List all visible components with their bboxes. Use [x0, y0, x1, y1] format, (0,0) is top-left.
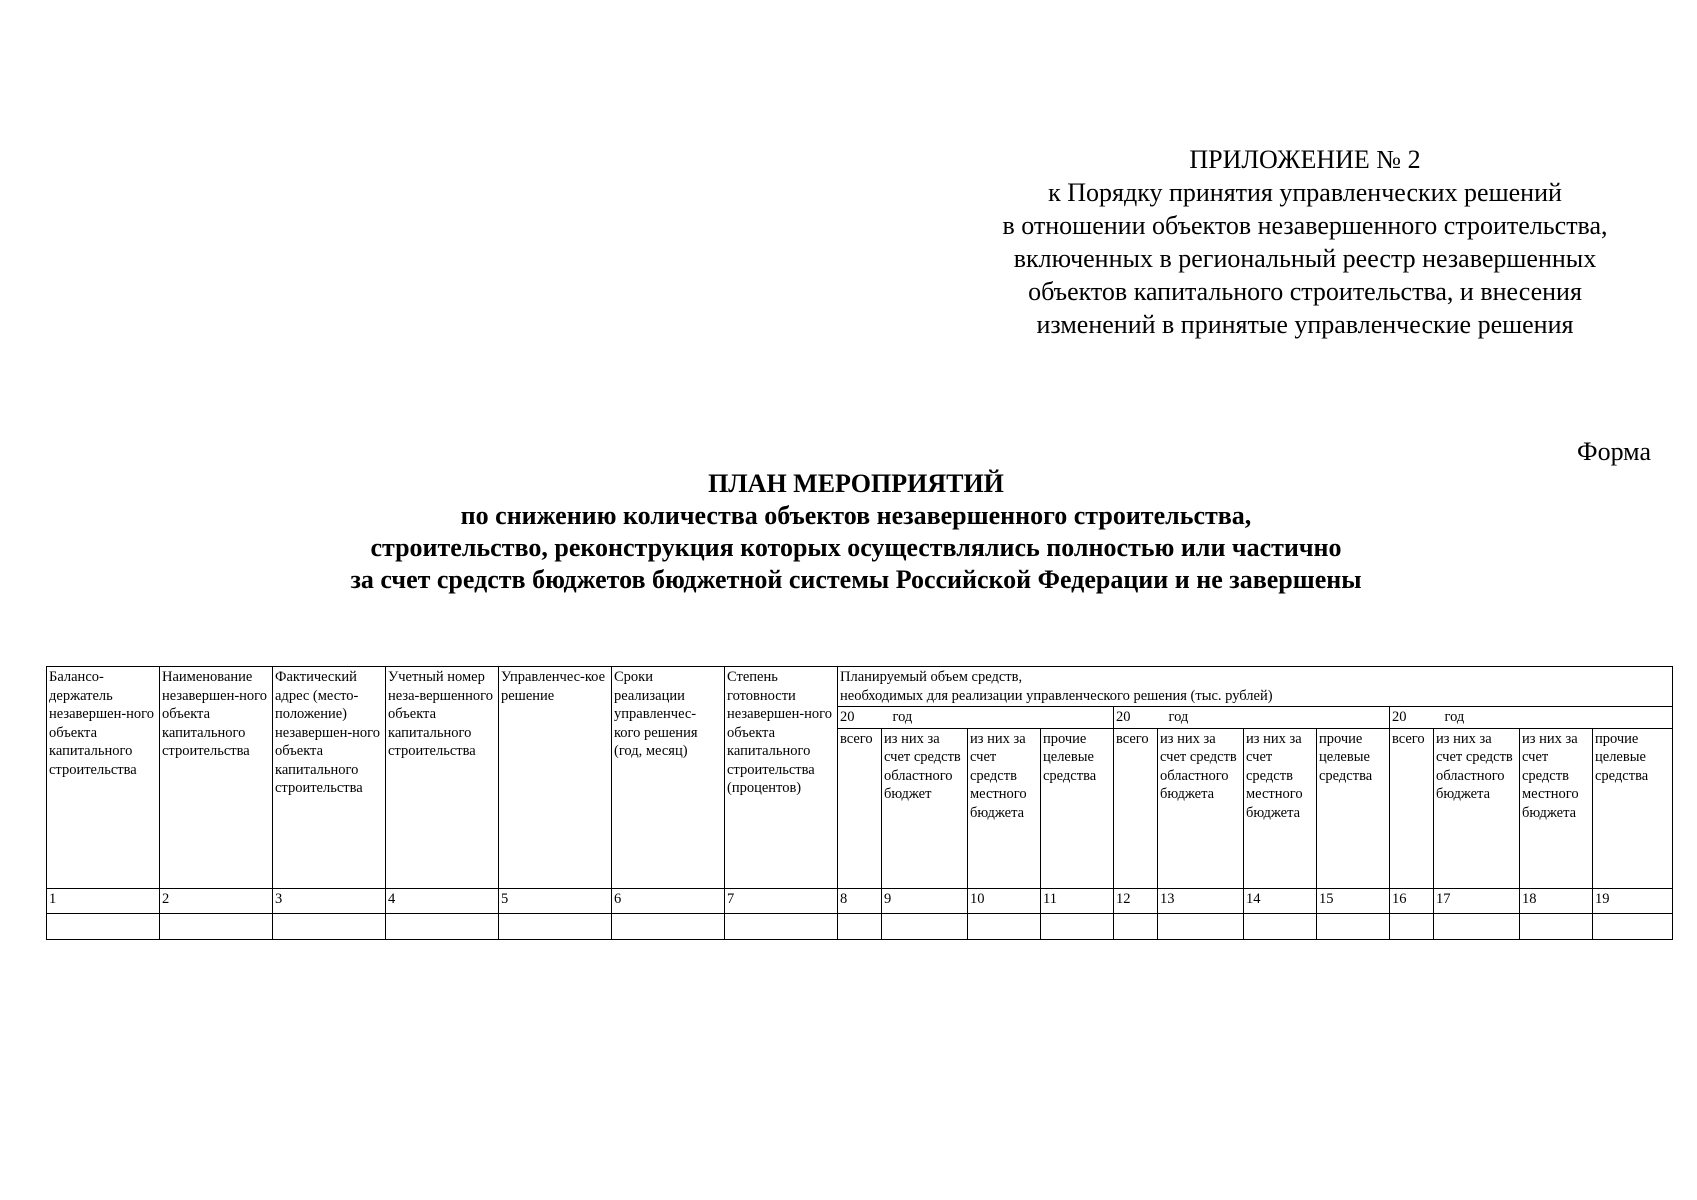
appendix-title: ПРИЛОЖЕНИЕ № 2	[1189, 145, 1421, 174]
column-number: 18	[1520, 888, 1593, 913]
subheader-other: прочие целевые средства	[1041, 728, 1114, 888]
year-prefix: 20	[1392, 709, 1407, 725]
empty-cell[interactable]	[1317, 913, 1390, 939]
title-line: строительство, реконструкция которых осуществлялись полностью или частично	[370, 533, 1342, 562]
column-number: 6	[612, 888, 725, 913]
appendix-line: к Порядку принятия управленческих решений	[1048, 178, 1562, 207]
empty-cell[interactable]	[160, 913, 273, 939]
funds-header-line: необходимых для реализации управленческого решения (тыс. рублей)	[840, 687, 1273, 704]
empty-cell[interactable]	[612, 913, 725, 939]
header-cell: Степень готовности незавершен-ного объекта капитального строительства (процентов)	[725, 667, 838, 889]
empty-cell[interactable]	[838, 913, 882, 939]
column-number: 1	[47, 888, 160, 913]
subheader-total: всего	[1114, 728, 1158, 888]
header-cell: Фактический адрес (место-положение) незавершен-ного объекта капитального строительства	[273, 667, 386, 889]
empty-cell[interactable]	[1390, 913, 1434, 939]
column-number: 17	[1434, 888, 1520, 913]
empty-cell[interactable]	[499, 913, 612, 939]
empty-cell[interactable]	[273, 913, 386, 939]
column-number: 14	[1244, 888, 1317, 913]
column-number: 5	[499, 888, 612, 913]
empty-cell[interactable]	[1158, 913, 1244, 939]
column-number: 15	[1317, 888, 1390, 913]
empty-cell[interactable]	[1593, 913, 1673, 939]
appendix-block	[960, 143, 1650, 341]
column-number-row	[47, 888, 1673, 913]
title-heading: ПЛАН МЕРОПРИЯТИЙ	[708, 469, 1004, 498]
appendix-line: объектов капитального строительства, и внесения	[1028, 277, 1582, 306]
year-prefix: 20	[1116, 709, 1131, 725]
header-cell: Учетный номер неза-вершенного объекта капитального строительства	[386, 667, 499, 889]
header-row	[47, 667, 1673, 707]
column-number: 10	[968, 888, 1041, 913]
column-number: 16	[1390, 888, 1434, 913]
subheader-regional: из них за счет средств областного бюджет	[882, 728, 968, 888]
header-cell: Наименование незавершен-ного объекта капитального строительства	[160, 667, 273, 889]
year-suffix: год	[1168, 709, 1189, 725]
subheader-regional: из них за счет средств областного бюджета	[1158, 728, 1244, 888]
subheader-total: всего	[838, 728, 882, 888]
subheader-local: из них за счет средств местного бюджета	[1520, 728, 1593, 888]
appendix-line: включенных в региональный реестр незавершенных	[1013, 244, 1597, 273]
year-header	[1114, 707, 1390, 729]
subheader-local: из них за счет средств местного бюджета	[968, 728, 1041, 888]
empty-cell[interactable]	[968, 913, 1041, 939]
funds-header-line: Планируемый объем средств,	[840, 669, 1023, 685]
empty-cell[interactable]	[882, 913, 968, 939]
appendix-line: в отношении объектов незавершенного строительства,	[1002, 211, 1608, 240]
subheader-local: из них за счет средств местного бюджета	[1244, 728, 1317, 888]
subheader-other: прочие целевые средства	[1317, 728, 1390, 888]
empty-cell[interactable]	[386, 913, 499, 939]
year-prefix: 20	[840, 709, 855, 725]
year-suffix: год	[1444, 709, 1465, 725]
plan-table	[46, 666, 1673, 940]
empty-cell[interactable]	[1520, 913, 1593, 939]
column-number: 4	[386, 888, 499, 913]
column-number: 13	[1158, 888, 1244, 913]
title-line: по снижению количества объектов незавершенного строительства,	[460, 501, 1252, 530]
header-cell: Управленчес-кое решение	[499, 667, 612, 889]
year-header	[838, 707, 1114, 729]
empty-cell[interactable]	[1041, 913, 1114, 939]
column-number: 2	[160, 888, 273, 913]
empty-cell[interactable]	[1114, 913, 1158, 939]
empty-cell[interactable]	[47, 913, 160, 939]
empty-data-row	[47, 913, 1673, 939]
funds-header	[838, 667, 1673, 707]
subheader-total: всего	[1390, 728, 1434, 888]
column-number: 11	[1041, 888, 1114, 913]
document-title	[46, 468, 1666, 596]
year-suffix: год	[892, 709, 913, 725]
column-number: 19	[1593, 888, 1673, 913]
subheader-regional: из них за счет средств областного бюджета	[1434, 728, 1520, 888]
empty-cell[interactable]	[1244, 913, 1317, 939]
column-number: 3	[273, 888, 386, 913]
column-number: 12	[1114, 888, 1158, 913]
header-cell: Сроки реализации управленчес-кого решения (год, месяц)	[612, 667, 725, 889]
year-header	[1390, 707, 1673, 729]
empty-cell[interactable]	[725, 913, 838, 939]
appendix-line: изменений в принятые управленческие решения	[1036, 310, 1574, 339]
empty-cell[interactable]	[1434, 913, 1520, 939]
form-label: Форма	[1577, 437, 1651, 466]
column-number: 9	[882, 888, 968, 913]
header-cell: Балансо-держатель незавершен-ного объекта капитального строительства	[47, 667, 160, 889]
title-line: за счет средств бюджетов бюджетной системы Российской Федерации и не завершены	[350, 565, 1362, 594]
column-number: 8	[838, 888, 882, 913]
column-number: 7	[725, 888, 838, 913]
subheader-other: прочие целевые средства	[1593, 728, 1673, 888]
